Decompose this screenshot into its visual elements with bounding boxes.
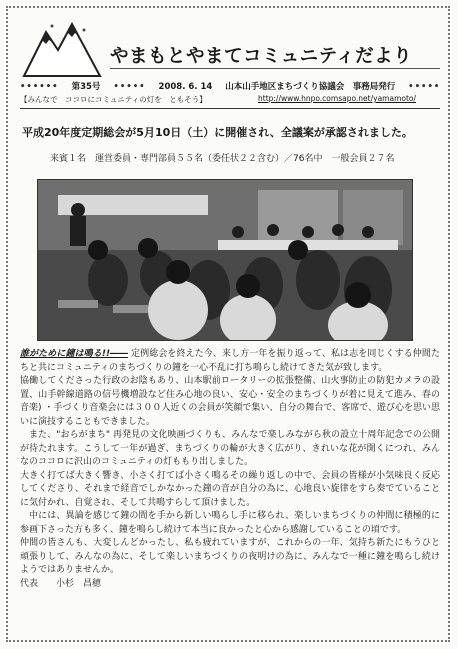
paragraph-1-text: 定例総会を終えた今、来し方一年を振り返って、私は志を同じくする仲間たちと共にコミュニティのまちづくりの鐘を一心不乱に打ち鳴らし続けてきた気が致します。 (20, 349, 440, 373)
publisher: 山本山手地区まちづくり協議会 事務局発行 (225, 82, 396, 92)
paragraph-2: 協働してくださった行政のお陰もあり、山本駅前ロータリーの拡張整備、山火事防止の防犯カメラの設置、山手幹線道路の信号機増設など住み心地の良い、安心・安全のまちづくりが着に見えて進み、春の音楽) ・手づくり音楽会には３００人近くの会員が笑顔で集い、自分の舞台で、客席で、遊び心を思い思いに演技することもできました。 (20, 376, 441, 427)
signature: 代表 小杉 昌穂 (20, 578, 102, 589)
website-link[interactable]: http://www.hnpo.comsapo.net/yamamoto/ (258, 94, 417, 103)
slogan-row (20, 94, 440, 105)
dots-mid: ••••• (113, 82, 146, 92)
mountain-logo-icon (22, 20, 102, 78)
article-body (20, 348, 440, 591)
dots-right: ••••• (408, 82, 441, 92)
meeting-photo-image (38, 180, 412, 340)
meeting-photo (37, 179, 413, 341)
paragraph-4: 大きく打てば大きく響き、小さく打てば小さく鳴るその繰り返しの中で、会員の皆様が小気味良く反応してくださり、それまで経音でしかなかった鐘の音が自分の為に、心地良い旋律をすら奏でていることに気付かれ、自覚され、そして共鳴すらして頂けました。 (20, 470, 440, 508)
attendance-line: 来賓１名 運営委員・専門部員５５名（委任状２２含む）／76名中 一般会員２７名 (50, 154, 395, 164)
issue-number: 第35号 (71, 82, 101, 92)
issue-date: 2008. 6. 14 (158, 82, 213, 92)
headline: 平成20年度定期総会が5月10日（土）に開催され、全議案が承認されました。 (22, 126, 413, 139)
paragraph-6: 仲間の皆さんも、大変しんどかったし、私も疲れていますが、これからの一年、気持ち新たにもうひと頑張りして、みんなの為に、そして楽しいまちづくりの夜明けの為に、みんなで一種に鐘を鳴らし続けようではありませんか。 (20, 538, 440, 575)
lead-phrase: 誰がために鐘は鳴る!!―― (20, 349, 129, 359)
header-divider (20, 108, 440, 109)
masthead (14, 12, 444, 84)
paragraph-3: また、"おらがまち" 再発見の文化映画づくりも、みんなで楽しみながら秋の設立十周年記念での公開が待たれます。こうして一年が過ぎ、まちづくりの輪が大きく広がり、きれいな花が開くにつれ、みんなのココロに沢山のコミュニティの灯ももり出しました。 (20, 430, 440, 467)
paragraph-1 (20, 348, 440, 375)
newsletter-title: やまもとやまてコミュニティだより (110, 46, 413, 67)
issue-info-row (20, 80, 440, 92)
dots-left: •••••• (20, 82, 59, 92)
title-divider (110, 68, 440, 69)
paragraph-5: 中には、異論を感じて鐘の間を手から新しい鳴らし手に移られ、楽しいまちづくりの仲間に積極的に参画下さった方も多く、鐘を鳴らし続けて本当に良かったと心から感謝していることの頃です。 (20, 511, 440, 535)
slogan: 【みんなで ココロにコミュニティの灯を ともそう】 (20, 95, 207, 104)
